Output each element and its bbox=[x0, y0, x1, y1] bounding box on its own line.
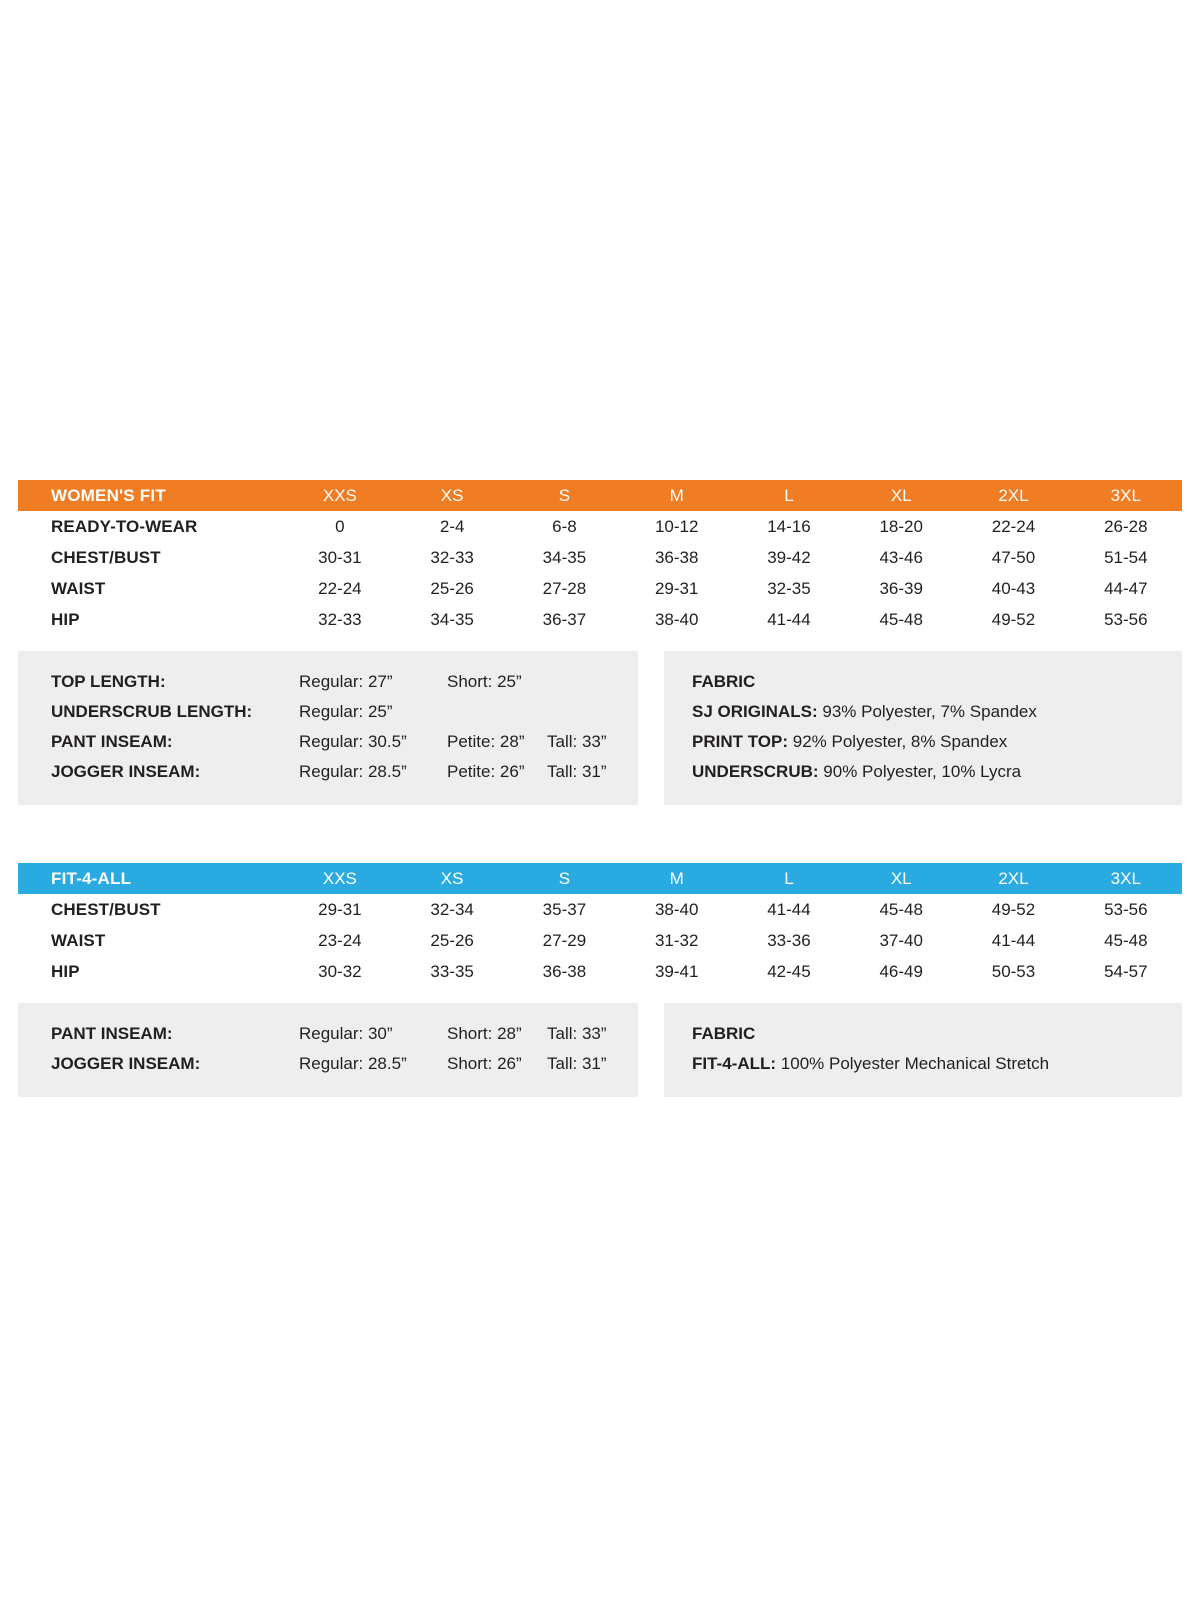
fit-4-all-table bbox=[18, 863, 1182, 987]
cell-value: 23-24 bbox=[318, 930, 362, 950]
cell-value: 36-38 bbox=[654, 547, 699, 567]
measurement-row bbox=[18, 697, 638, 727]
cell-value: 53-56 bbox=[1104, 609, 1148, 629]
row-label-hip: HIP bbox=[51, 961, 80, 981]
table-header-row bbox=[18, 480, 1182, 511]
size-header-xxs: XXS bbox=[284, 480, 396, 511]
cell-value: 32-35 bbox=[767, 578, 811, 598]
cell-value: 29-31 bbox=[654, 578, 699, 598]
size-header-2xl: 2XL bbox=[957, 863, 1069, 894]
size-header-s: S bbox=[508, 480, 620, 511]
size-header-s: S bbox=[508, 863, 620, 894]
cell-value: 49-52 bbox=[991, 899, 1036, 919]
measurement-value-regular: Regular: 28.5” bbox=[299, 762, 407, 781]
womens-fit-block bbox=[18, 480, 1182, 805]
fit-4-all-measurements-panel bbox=[18, 1003, 638, 1097]
cell-value: 32-33 bbox=[430, 547, 474, 567]
measurement-row bbox=[18, 727, 638, 757]
cell-value: 51-54 bbox=[1104, 547, 1148, 567]
cell-value: 45-48 bbox=[879, 609, 923, 629]
measurement-row bbox=[18, 1019, 638, 1049]
cell-value: 0 bbox=[335, 516, 345, 536]
measurement-value-tall: Tall: 33” bbox=[547, 732, 607, 751]
cell-value: 43-46 bbox=[879, 547, 923, 567]
measurement-row bbox=[18, 1049, 638, 1079]
size-chart-sheet bbox=[18, 480, 1182, 1097]
fabric-value: 90% Polyester, 10% Lycra bbox=[823, 762, 1022, 781]
measurement-value-regular: Regular: 27” bbox=[299, 672, 393, 691]
cell-value: 36-39 bbox=[879, 578, 923, 598]
fit-4-all-fabric-panel bbox=[664, 1003, 1182, 1097]
cell-value: 39-41 bbox=[654, 961, 699, 981]
cell-value: 27-29 bbox=[542, 930, 587, 950]
measurement-label-jogger-inseam: JOGGER INSEAM: bbox=[51, 762, 201, 781]
fabric-label-print-top: PRINT TOP: bbox=[692, 732, 789, 751]
cell-value: 25-26 bbox=[430, 578, 474, 598]
fabric-value: 93% Polyester, 7% Spandex bbox=[822, 702, 1037, 721]
measurement-value-tall: Tall: 33” bbox=[547, 1024, 607, 1043]
cell-value: 45-48 bbox=[879, 899, 923, 919]
cell-value: 30-32 bbox=[318, 961, 362, 981]
row-label-waist: WAIST bbox=[51, 578, 106, 598]
measurement-value-short: Short: 28” bbox=[447, 1024, 522, 1043]
fabric-row bbox=[664, 1049, 1182, 1079]
size-header-m: M bbox=[621, 863, 733, 894]
measurement-label-jogger-inseam: JOGGER INSEAM: bbox=[51, 1054, 201, 1073]
cell-value: 40-43 bbox=[991, 578, 1036, 598]
cell-value: 49-52 bbox=[991, 609, 1036, 629]
cell-value: 36-38 bbox=[542, 961, 587, 981]
fit-4-all-title: FIT-4-ALL bbox=[18, 863, 284, 894]
table-header-row bbox=[18, 863, 1182, 894]
fabric-title: FABRIC bbox=[692, 672, 756, 691]
cell-value: 33-36 bbox=[767, 930, 811, 950]
table-row bbox=[18, 573, 1182, 604]
measurement-value-short: Short: 26” bbox=[447, 1054, 522, 1073]
cell-value: 41-44 bbox=[767, 899, 811, 919]
cell-value: 36-37 bbox=[542, 609, 587, 629]
fabric-label-fit-4-all: FIT-4-ALL: bbox=[692, 1054, 777, 1073]
fabric-label-underscrub: UNDERSCRUB: bbox=[692, 762, 819, 781]
fabric-row bbox=[664, 727, 1182, 757]
row-label-waist: WAIST bbox=[51, 930, 106, 950]
cell-value: 25-26 bbox=[430, 930, 474, 950]
cell-value: 32-33 bbox=[318, 609, 362, 629]
cell-value: 22-24 bbox=[991, 516, 1036, 536]
measurement-value-tall: Tall: 31” bbox=[547, 1054, 607, 1073]
cell-value: 27-28 bbox=[542, 578, 587, 598]
womens-info-panels bbox=[18, 651, 1182, 805]
size-header-2xl: 2XL bbox=[957, 480, 1069, 511]
cell-value: 42-45 bbox=[767, 961, 811, 981]
cell-value: 39-42 bbox=[767, 547, 811, 567]
size-header-l: L bbox=[733, 480, 845, 511]
cell-value: 34-35 bbox=[542, 547, 587, 567]
womens-fit-title: WOMEN'S FIT bbox=[18, 480, 284, 511]
cell-value: 47-50 bbox=[991, 547, 1036, 567]
size-header-3xl: 3XL bbox=[1070, 863, 1182, 894]
measurement-row bbox=[18, 757, 638, 787]
size-header-xxs: XXS bbox=[284, 863, 396, 894]
size-header-xl: XL bbox=[845, 480, 957, 511]
size-header-xs: XS bbox=[396, 480, 508, 511]
section-spacer bbox=[18, 805, 1182, 863]
fabric-row bbox=[664, 757, 1182, 787]
fabric-label-sj-originals: SJ ORIGINALS: bbox=[692, 702, 818, 721]
cell-value: 53-56 bbox=[1104, 899, 1148, 919]
table-row bbox=[18, 542, 1182, 573]
womens-measurements-panel bbox=[18, 651, 638, 805]
cell-value: 45-48 bbox=[1104, 930, 1148, 950]
measurement-value-regular: Regular: 25” bbox=[299, 702, 393, 721]
measurement-value-regular: Regular: 30” bbox=[299, 1024, 393, 1043]
cell-value: 54-57 bbox=[1104, 961, 1148, 981]
cell-value: 18-20 bbox=[879, 516, 923, 536]
cell-value: 33-35 bbox=[430, 961, 474, 981]
cell-value: 22-24 bbox=[318, 578, 362, 598]
cell-value: 37-40 bbox=[879, 930, 923, 950]
measurement-label-pant-inseam: PANT INSEAM: bbox=[51, 732, 173, 751]
row-label-chest-bust: CHEST/BUST bbox=[51, 547, 161, 567]
cell-value: 31-32 bbox=[654, 930, 699, 950]
cell-value: 34-35 bbox=[430, 609, 474, 629]
row-label-chest-bust: CHEST/BUST bbox=[51, 899, 161, 919]
size-header-xl: XL bbox=[845, 863, 957, 894]
womens-fabric-panel bbox=[664, 651, 1182, 805]
cell-value: 10-12 bbox=[654, 516, 699, 536]
cell-value: 29-31 bbox=[318, 899, 362, 919]
fit-4-all-block bbox=[18, 863, 1182, 1097]
table-row bbox=[18, 956, 1182, 987]
measurement-value-regular: Regular: 28.5” bbox=[299, 1054, 407, 1073]
cell-value: 46-49 bbox=[879, 961, 923, 981]
fabric-value: 92% Polyester, 8% Spandex bbox=[792, 732, 1008, 751]
table-row bbox=[18, 604, 1182, 635]
cell-value: 38-40 bbox=[654, 609, 699, 629]
size-header-m: M bbox=[621, 480, 733, 511]
measurement-value-short: Short: 25” bbox=[447, 672, 522, 691]
fabric-row bbox=[664, 697, 1182, 727]
cell-value: 50-53 bbox=[991, 961, 1036, 981]
cell-value: 41-44 bbox=[991, 930, 1036, 950]
fabric-value: 100% Polyester Mechanical Stretch bbox=[780, 1054, 1050, 1073]
cell-value: 41-44 bbox=[767, 609, 811, 629]
size-header-3xl: 3XL bbox=[1070, 480, 1182, 511]
fabric-title: FABRIC bbox=[692, 1024, 756, 1043]
table-row bbox=[18, 925, 1182, 956]
measurement-label-top-length: TOP LENGTH: bbox=[51, 672, 166, 691]
cell-value: 2-4 bbox=[439, 516, 465, 536]
cell-value: 6-8 bbox=[552, 516, 577, 536]
size-header-xs: XS bbox=[396, 863, 508, 894]
row-label-ready-to-wear: READY-TO-WEAR bbox=[51, 516, 198, 536]
row-label-hip: HIP bbox=[51, 609, 80, 629]
cell-value: 26-28 bbox=[1104, 516, 1148, 536]
measurement-value-regular: Regular: 30.5” bbox=[299, 732, 407, 751]
womens-fit-table bbox=[18, 480, 1182, 635]
cell-value: 35-37 bbox=[542, 899, 587, 919]
table-row bbox=[18, 894, 1182, 925]
cell-value: 14-16 bbox=[767, 516, 811, 536]
cell-value: 44-47 bbox=[1104, 578, 1148, 598]
measurement-value-petite: Petite: 28” bbox=[447, 732, 525, 751]
fit-4-all-info-panels bbox=[18, 1003, 1182, 1097]
table-row bbox=[18, 511, 1182, 542]
cell-value: 30-31 bbox=[318, 547, 362, 567]
cell-value: 32-34 bbox=[430, 899, 474, 919]
size-header-l: L bbox=[733, 863, 845, 894]
measurement-label-pant-inseam: PANT INSEAM: bbox=[51, 1024, 173, 1043]
measurement-value-tall: Tall: 31” bbox=[547, 762, 607, 781]
cell-value: 38-40 bbox=[654, 899, 699, 919]
measurement-row bbox=[18, 667, 638, 697]
measurement-value-petite: Petite: 26” bbox=[447, 762, 525, 781]
measurement-label-underscrub-length: UNDERSCRUB LENGTH: bbox=[51, 702, 253, 721]
